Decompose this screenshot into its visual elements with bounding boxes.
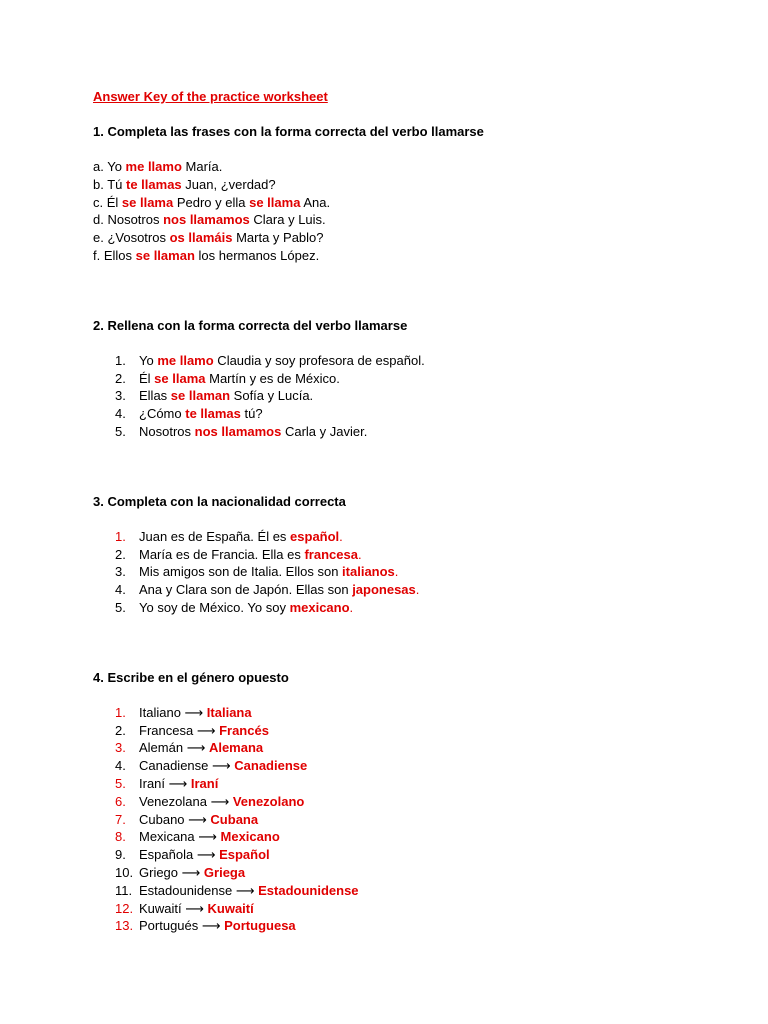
item-text: Pedro y ella <box>173 194 250 210</box>
arrow-icon: ⟶ <box>193 847 220 863</box>
answer-text: Italiana <box>206 704 252 720</box>
arrow-icon: ⟶ <box>194 829 221 845</box>
arrow-icon: ⟶ <box>178 864 204 880</box>
list-item <box>93 581 733 599</box>
list-item <box>93 757 733 775</box>
item-number: 6. <box>115 793 126 809</box>
item-text: Italiano <box>139 704 181 720</box>
item-text: Juan es de España. Él es <box>139 528 291 544</box>
item-text: Francesa <box>139 722 194 738</box>
item-text: b. Tú <box>93 176 127 192</box>
list-item <box>93 387 733 405</box>
arrow-icon: ⟶ <box>184 811 211 827</box>
section-4-heading: 4. Escribe en el género opuesto <box>93 669 289 685</box>
answer-text: Cubana <box>210 811 259 827</box>
answer-text: Iraní <box>190 775 219 791</box>
list-item <box>93 563 733 581</box>
item-text: Sofía y Lucía. <box>230 388 314 404</box>
item-text: Kuwaití <box>139 900 182 916</box>
list-item <box>93 194 733 212</box>
list-item <box>93 229 733 247</box>
item-text: María. <box>181 159 223 174</box>
arrow-icon: ⟶ <box>208 758 235 774</box>
page-title: Answer Key of the practice worksheet <box>93 89 328 104</box>
item-number: 13. <box>115 918 134 934</box>
item-number: 5. <box>115 423 126 439</box>
item-text: Portugués <box>139 918 199 934</box>
arrow-icon: ⟶ <box>165 775 191 791</box>
item-text: Yo <box>139 352 158 368</box>
section-3-list <box>93 528 733 617</box>
answer-text: se llama <box>121 194 174 210</box>
item-text: f. Ellos <box>93 247 136 263</box>
answer-text: Alemana <box>208 740 264 756</box>
answer-text: italianos <box>342 564 395 580</box>
worksheet-page <box>93 88 733 935</box>
list-item <box>93 864 733 882</box>
item-number: 3. <box>115 388 126 404</box>
item-text: Clara y Luis. <box>249 212 326 228</box>
item-text: Carla y Javier. <box>281 423 368 439</box>
item-text: Alemán <box>139 740 184 756</box>
item-punctuation: . <box>349 599 354 615</box>
list-item <box>93 900 733 918</box>
item-text: Mexicana <box>139 829 195 845</box>
answer-text: os llamáis <box>169 230 233 246</box>
item-number: 12. <box>115 900 134 916</box>
answer-text: Español <box>219 847 270 863</box>
answer-text: se llama <box>154 370 206 386</box>
item-number: 4. <box>115 758 126 774</box>
answer-text: te llamas <box>185 406 241 422</box>
answer-text: nos llamamos <box>194 423 282 439</box>
list-item <box>93 546 733 564</box>
item-number: 7. <box>115 811 126 827</box>
list-item <box>93 528 733 546</box>
answer-text: japonesas <box>352 582 416 598</box>
item-text: Marta y Pablo? <box>232 230 324 246</box>
list-item <box>93 793 733 811</box>
item-number: 1. <box>115 352 126 368</box>
list-item <box>93 158 733 176</box>
item-text: María es de Francia. Ella es <box>139 546 305 562</box>
item-text: e. ¿Vosotros <box>93 230 170 246</box>
answer-text: Canadiense <box>234 758 308 774</box>
item-number: 1. <box>115 704 126 720</box>
item-number: 4. <box>115 406 126 422</box>
answer-text: nos llamamos <box>163 212 250 228</box>
list-item <box>93 722 733 740</box>
answer-text: se llaman <box>170 388 231 404</box>
item-number: 5. <box>115 599 126 615</box>
item-text: Juan, ¿verdad? <box>181 176 276 192</box>
list-item <box>93 704 733 722</box>
answer-text: Venezolano <box>232 793 305 809</box>
arrow-icon: ⟶ <box>193 722 220 738</box>
item-text: Iraní <box>139 775 166 791</box>
section-1-list <box>93 158 733 265</box>
item-number: 3. <box>115 740 126 756</box>
item-text: Ana y Clara son de Japón. Ellas son <box>139 582 353 598</box>
item-text: Venezolana <box>139 793 207 809</box>
arrow-icon: ⟶ <box>198 918 225 934</box>
item-text: a. Yo <box>93 159 126 174</box>
item-text: Ellas <box>139 388 171 404</box>
list-item <box>93 882 733 900</box>
list-item <box>93 423 733 441</box>
item-text: Martín y es de México. <box>205 370 340 386</box>
item-number: 3. <box>115 564 126 580</box>
answer-text: Kuwaití <box>207 900 254 916</box>
item-text: Cubano <box>139 811 185 827</box>
answer-text: Mexicano <box>220 829 280 845</box>
answer-text: español <box>290 528 340 544</box>
answer-text: me llamo <box>125 159 182 174</box>
answer-text: Francés <box>219 722 269 738</box>
answer-text: Portuguesa <box>224 918 296 934</box>
item-text: ¿Cómo <box>139 406 186 422</box>
item-text: Española <box>139 847 194 863</box>
arrow-icon: ⟶ <box>206 793 233 809</box>
item-number: 8. <box>115 829 126 845</box>
item-text: Yo soy de México. Yo soy <box>139 599 290 615</box>
item-punctuation: . <box>394 564 399 580</box>
item-text: d. Nosotros <box>93 212 164 228</box>
answer-text: Griega <box>203 864 246 880</box>
arrow-icon: ⟶ <box>180 704 207 720</box>
list-item <box>93 211 733 229</box>
section-1-heading: 1. Completa las frases con la forma correcta del verbo llamarse <box>93 124 484 139</box>
item-text: Estadounidense <box>139 882 233 898</box>
answer-text: te llamas <box>126 176 182 192</box>
item-text: Él <box>139 370 155 386</box>
list-item <box>93 828 733 846</box>
list-item <box>93 599 733 617</box>
answer-text: mexicano <box>289 599 350 615</box>
item-punctuation: . <box>339 528 343 544</box>
arrow-icon: ⟶ <box>183 740 209 756</box>
section-2-list <box>93 352 733 441</box>
list-item <box>93 846 733 864</box>
section-4-list <box>93 704 733 935</box>
item-text: los hermanos López. <box>194 247 320 263</box>
list-item <box>93 176 733 194</box>
section-2-heading: 2. Rellena con la forma correcta del verbo llamarse <box>93 317 408 333</box>
arrow-icon: ⟶ <box>181 900 208 916</box>
list-item <box>93 405 733 423</box>
item-text: Claudia y soy profesora de español. <box>213 352 425 368</box>
section-3-heading: 3. Completa con la nacionalidad correcta <box>93 493 346 509</box>
list-item <box>93 739 733 757</box>
item-text: c. Él <box>93 194 122 210</box>
answer-text: Estadounidense <box>258 882 359 898</box>
item-text: Canadiense <box>139 758 209 774</box>
list-item <box>93 775 733 793</box>
item-number: 9. <box>115 847 126 863</box>
item-text: Ana. <box>300 194 331 210</box>
list-item <box>93 247 733 265</box>
item-number: 2. <box>115 370 126 386</box>
item-number: 2. <box>115 546 126 562</box>
item-punctuation: . <box>415 582 420 598</box>
item-number: 1. <box>115 528 126 544</box>
list-item <box>93 352 733 370</box>
answer-text: francesa <box>304 546 358 562</box>
item-text: Nosotros <box>139 423 195 439</box>
item-number: 5. <box>115 775 126 791</box>
item-punctuation: . <box>357 546 362 562</box>
list-item <box>93 811 733 829</box>
answer-text: me llamo <box>157 352 214 368</box>
item-number: 2. <box>115 722 126 738</box>
item-text: Griego <box>139 864 179 880</box>
list-item <box>93 917 733 935</box>
item-text: Mis amigos son de Italia. Ellos son <box>139 564 343 580</box>
item-number: 4. <box>115 582 126 598</box>
item-text: tú? <box>240 406 263 422</box>
item-number: 11. <box>115 882 133 898</box>
list-item <box>93 370 733 388</box>
answer-text: se llama <box>249 194 301 210</box>
arrow-icon: ⟶ <box>232 882 259 898</box>
item-number: 10. <box>115 864 134 880</box>
answer-text: se llaman <box>135 247 195 263</box>
